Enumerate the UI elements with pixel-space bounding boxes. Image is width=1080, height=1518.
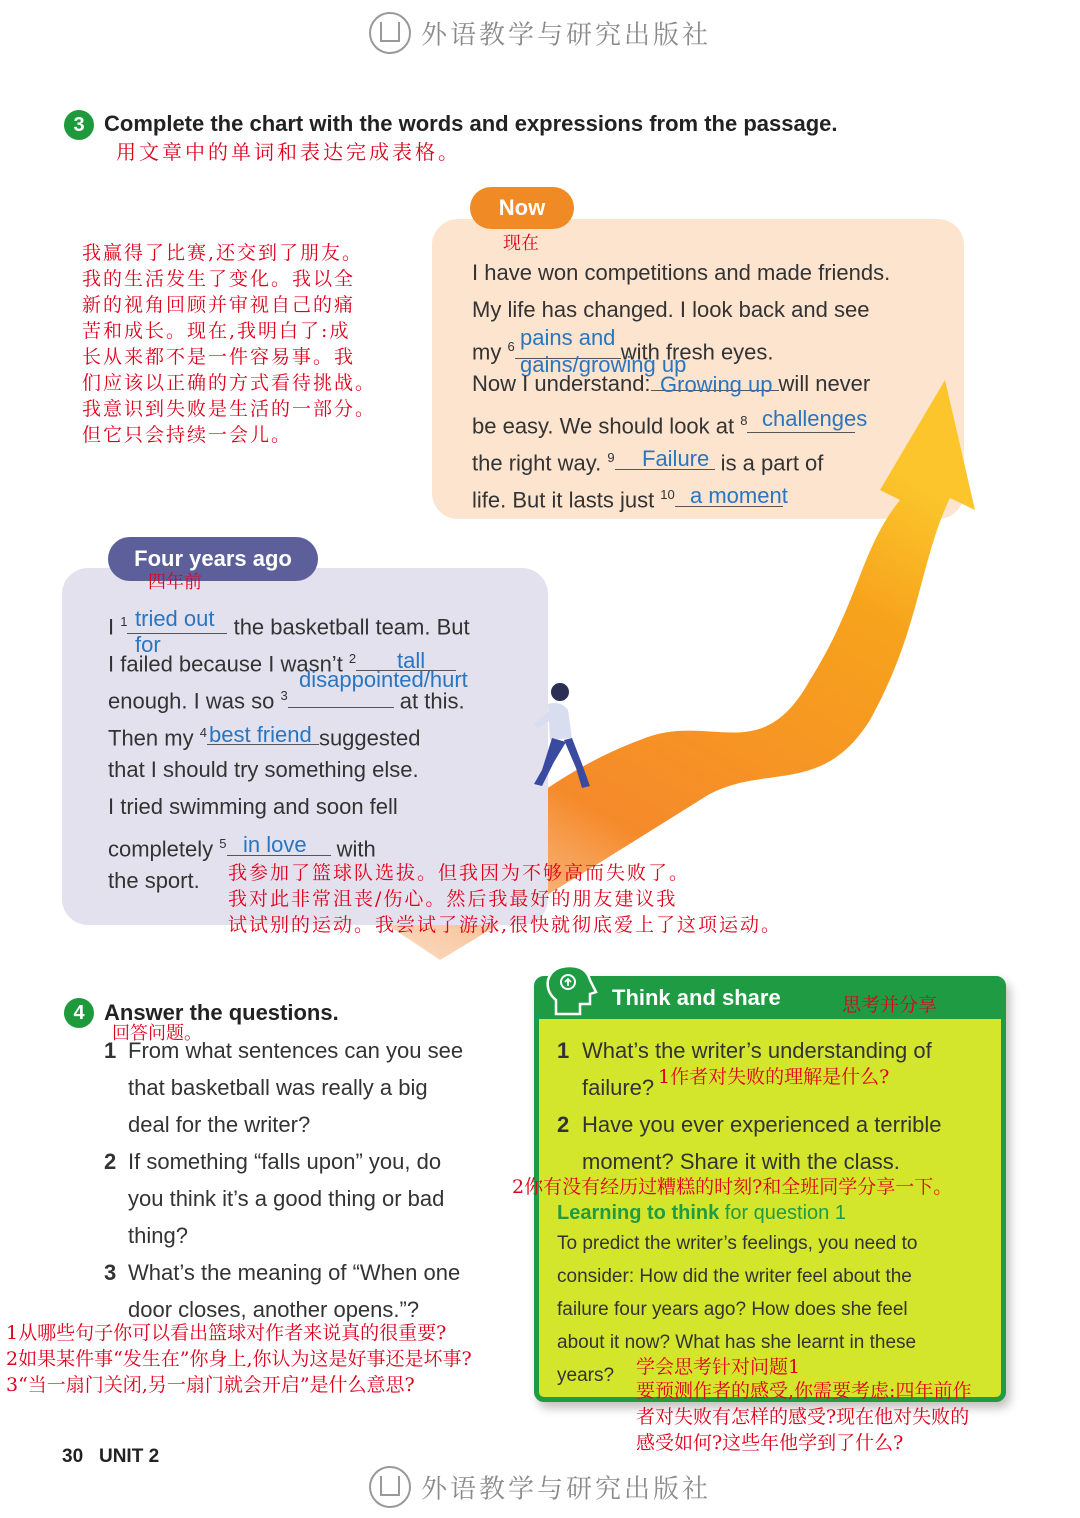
answer-6a: pains and (520, 325, 616, 350)
now-label: Now (470, 187, 574, 229)
learning-to-think-heading: Learning to think for question 1 (557, 1202, 846, 1224)
page-footer (62, 1446, 159, 1468)
four-line-1: I $^1$ the basketball team. But (108, 614, 470, 640)
now-label-translation: 现在 (503, 233, 539, 254)
section-4-title: Answer the questions. (104, 1000, 339, 1025)
four-years-ago-label-translation: 四年前 (148, 572, 202, 593)
four-line-8: the sport. (108, 868, 200, 893)
think-and-share-title-translation: 思考并分享 (842, 994, 938, 1016)
unit-label: UNIT 2 (98, 1446, 160, 1467)
section-3-title: Complete the chart with the words and expressions from the passage. (104, 111, 838, 136)
think-question-1-translation: 1作者对失败的理解是什么? (658, 1066, 890, 1088)
four-line-5: that I should try something else. (108, 757, 419, 782)
publisher-name: 外语教学与研究出版社 (420, 20, 711, 51)
four-line-2: I failed because I wasn’t $^2$ (108, 640, 456, 682)
question-3: 3 What’s the meaning of “When one door closes, another opens.”? (104, 1260, 461, 1322)
page-number: 30 (62, 1446, 84, 1467)
now-line-6: the right way. $^9$ is a part of (472, 450, 824, 476)
section-4-title-translation: 回答问题。 (112, 1023, 202, 1044)
answer-9: Failure (642, 446, 710, 471)
now-line-4: Now I understand: will never (472, 371, 871, 396)
runner-girl-illustration (520, 680, 600, 800)
publisher-name: 外语教学与研究出版社 (420, 1474, 711, 1505)
now-translation: 我赢得了比赛,还交到了朋友。 我的生活发生了变化。我以全 新的视角回顾并审视自己的痛 苦和成长。现在,我明白了:成 长从来都不是一件容易事。我 们应该以正确的方式看待挑战。 我意识到失败是生活的一部分。 但它只会持续一会儿。 (82, 242, 377, 446)
section-4-number: 4 (64, 998, 94, 1028)
section-3-number: 3 (64, 110, 94, 140)
answer-4: best friend (209, 722, 312, 747)
learning-to-think-translation: 要预测作者的感受,你需要考虑:四年前作 者对失败有怎样的感受?现在他对失败的 感受如何?这些年他学到了什么? (636, 1380, 972, 1454)
answer-8: challenges (762, 406, 868, 431)
answer-1b: for (135, 632, 161, 657)
now-line-7: life. But it lasts just $^{10}$ (472, 476, 783, 518)
questions-translation: 1从哪些句子你可以看出篮球对作者来说真的很重要? 2如果某件事“发生在”你身上,你认为这是好事还是坏事? 3“当一扇门关闭,另一扇门就会开启”是什么意思? (6, 1322, 472, 1396)
think-question-2-translation: 2你有没有经历过糟糕的时刻?和全班同学分享一下。 (512, 1176, 953, 1198)
answer-7: Growing up (660, 372, 773, 397)
think-head-icon (542, 962, 608, 1018)
answer-3: disappointed/hurt (299, 667, 468, 692)
now-line-1: I have won competitions and made friends. (472, 260, 891, 285)
four-years-ago-translation: 我参加了篮球队选拔。但我因为不够高而失败了。 我对此非常沮丧/伤心。然后我最好的朋友建议我 试试别的运动。我尝试了游泳,很快就彻底爱上了这项运动。 (228, 862, 783, 936)
learning-to-think-text: To predict the writer’s feelings, you need to consider: How did the writer feel about the failure four years ago? How does she feel about it now? What has she learnt in these years? (557, 1233, 918, 1386)
answer-6b: gains/growing up (520, 352, 687, 377)
four-years-ago-label: Four years ago (108, 537, 318, 581)
four-line-6: I tried swimming and soon fell (108, 794, 398, 819)
publisher-footer (0, 1466, 1080, 1508)
answer-10: a moment (690, 483, 788, 508)
question-1: 1 From what sentences can you see that basketball was really a big deal for the writer? (104, 1038, 464, 1137)
now-line-2: My life has changed. I look back and see (472, 297, 870, 322)
publisher-logo-icon (369, 12, 411, 54)
four-line-4: Then my $^4$ suggested (108, 725, 421, 751)
four-line-3: enough. I was so $^3$ at this. (108, 688, 465, 714)
section-3-title-translation: 用文章中的单词和表达完成表格。 (116, 140, 461, 164)
publisher-header (0, 12, 1080, 54)
four-line-7: completely $^5$ with (108, 836, 376, 862)
now-line-5: be easy. We should look at $^8$ (472, 402, 855, 444)
question-2: 2 If something “falls upon” you, do you think it’s a good thing or bad thing? (104, 1149, 445, 1248)
think-question-2: 2 Have you ever experienced a terrible moment? Share it with the class. (557, 1112, 942, 1174)
learning-to-think-translation-title: 学会思考针对问题1 (636, 1356, 801, 1378)
publisher-logo-icon (369, 1466, 411, 1508)
answer-1a: tried out (135, 606, 215, 631)
answer-5: in love (243, 832, 307, 857)
think-and-share-title: Think and share (612, 985, 781, 1010)
now-line-3: my $^6$ with fresh eyes. (472, 339, 774, 365)
answer-2: tall (397, 648, 426, 673)
think-question-1: 1 What’s the writer’s understanding of failure? (557, 1038, 932, 1100)
